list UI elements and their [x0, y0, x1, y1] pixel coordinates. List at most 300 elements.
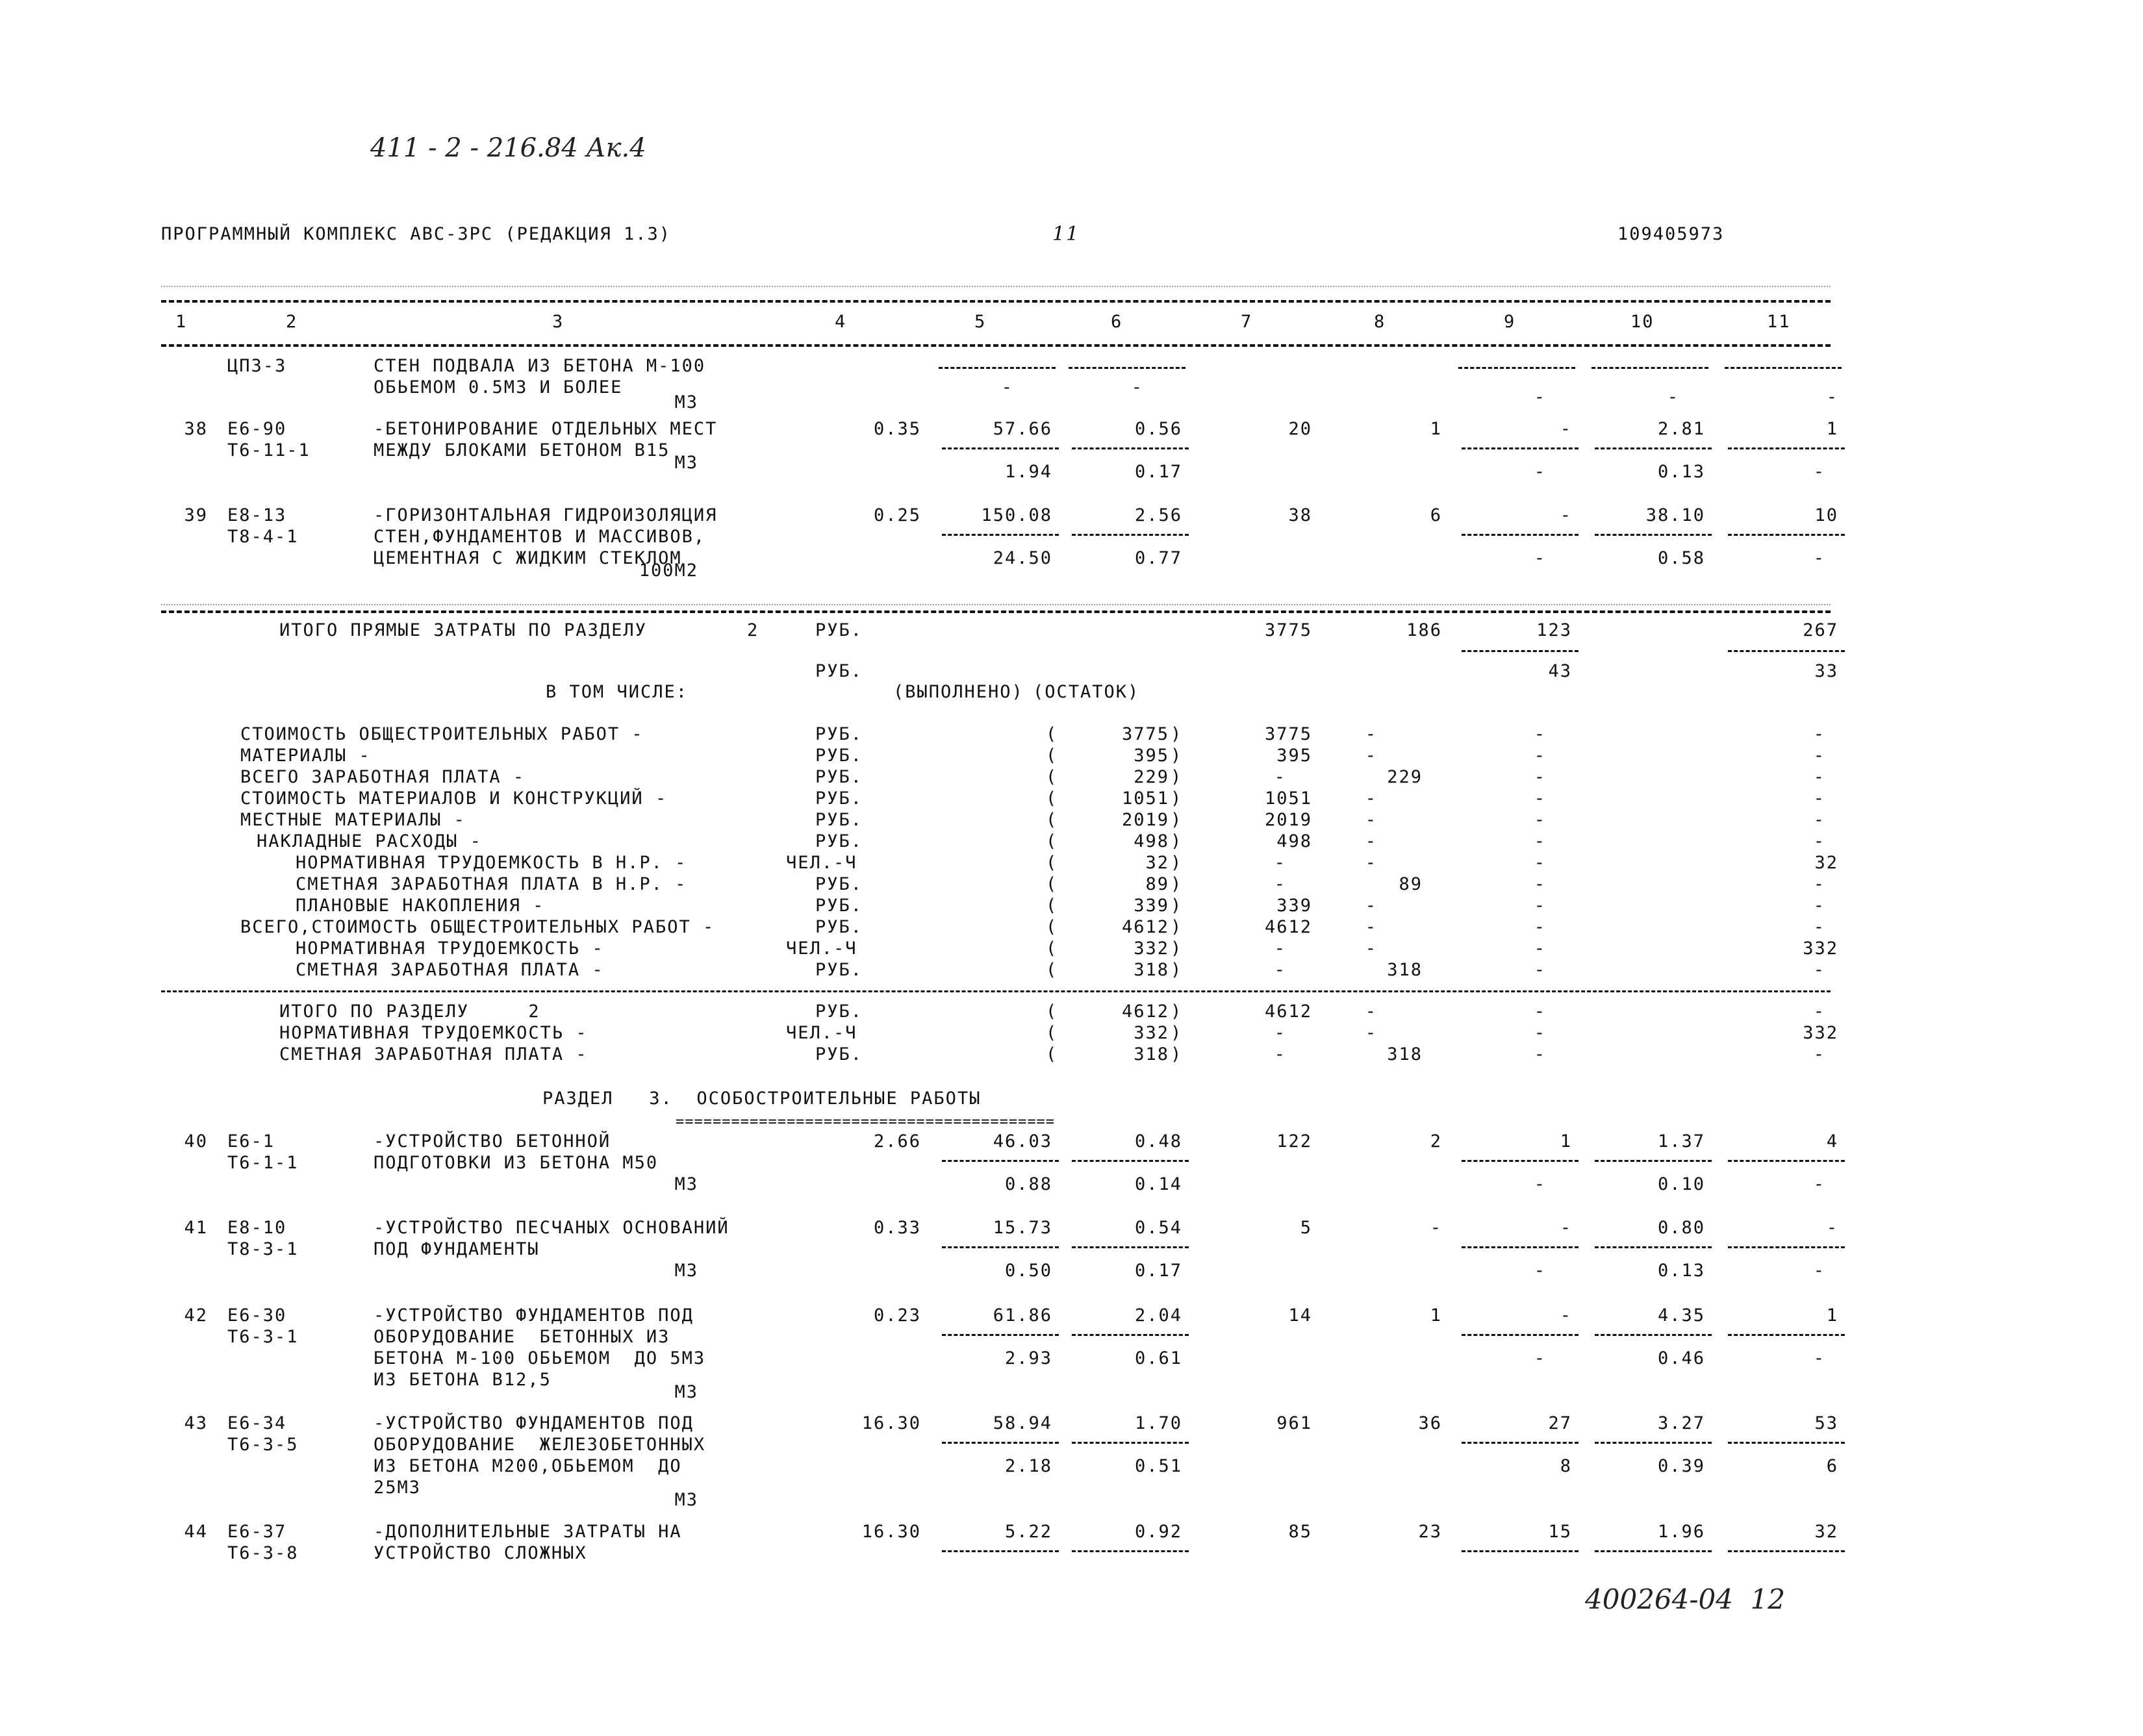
value-c5: 150.08	[981, 505, 1052, 525]
breakdown-c11: -	[1813, 831, 1825, 851]
item-description-line: -УСТРОЙСТВО ПЕСЧАНЫХ ОСНОВАНИЙ	[374, 1218, 729, 1238]
cont-mark-c9	[1458, 367, 1575, 369]
value-c9: -	[1560, 505, 1572, 525]
breakdown-value: 498	[1134, 831, 1169, 851]
final-value: 318	[1134, 1044, 1169, 1064]
item-description-line: СТЕН ПОДВАЛА ИЗ БЕТОНА М-100	[374, 356, 706, 376]
final-c9: -	[1534, 1001, 1546, 1022]
separator-c10	[1595, 1550, 1712, 1552]
item-description-line: -УСТРОЙСТВО ФУНДАМЕНТОВ ПОД	[374, 1305, 694, 1326]
paren-close: )	[1171, 917, 1183, 937]
breakdown-c7: 3775	[1264, 724, 1312, 744]
final-label: СМЕТНАЯ ЗАРАБОТНАЯ ПЛАТА -	[279, 1044, 588, 1064]
final-label: НОРМАТИВНАЯ ТРУДОЕМКОСТЬ -	[279, 1023, 588, 1043]
final-c7: -	[1274, 1023, 1286, 1043]
value-c9b: -	[1534, 1261, 1546, 1281]
separator-c6	[1072, 1550, 1189, 1552]
value-c5: 15.73	[993, 1218, 1052, 1238]
separator-c5	[942, 1334, 1059, 1336]
paren-close: )	[1171, 788, 1183, 809]
value-c11: 32	[1814, 1522, 1838, 1542]
paren-open: (	[1046, 788, 1058, 809]
breakdown-c9: -	[1534, 767, 1546, 787]
paren-close: )	[1171, 1044, 1183, 1064]
breakdown-c7: 339	[1276, 896, 1312, 916]
breakdown-label: НОРМАТИВНАЯ ТРУДОЕМКОСТЬ -	[296, 938, 604, 959]
paren-open: (	[1046, 724, 1058, 744]
section-total-unit: РУБ.	[815, 620, 863, 640]
breakdown-c7: 395	[1276, 746, 1312, 766]
item-code: Е8-13	[227, 505, 287, 525]
breakdown-label: СМЕТНАЯ ЗАРАБОТНАЯ ПЛАТА -	[296, 960, 604, 980]
item-description-line: БЕТОНА М-100 ОБЬЕМОМ ДО 5М3	[374, 1348, 706, 1368]
paren-close: )	[1171, 810, 1183, 830]
value-c10b: 0.10	[1657, 1174, 1705, 1194]
breakdown-c8: -	[1365, 831, 1377, 851]
breakdown-c11: -	[1813, 896, 1825, 916]
item-description-line: ИЗ БЕТОНА В12,5	[374, 1370, 552, 1390]
paren-close: )	[1171, 938, 1183, 959]
item-code: Е8-10	[227, 1218, 287, 1238]
separator-c10	[1595, 447, 1712, 449]
final-c9: -	[1534, 1044, 1546, 1064]
section-rule	[161, 610, 1831, 613]
value-c6b: 0.61	[1134, 1348, 1182, 1368]
item-description-line: МЕЖДУ БЛОКАМИ БЕТОНОМ В15	[374, 440, 670, 460]
final-c7: -	[1274, 1044, 1286, 1064]
value-c5b: 24.50	[993, 548, 1052, 568]
value-c7: 122	[1276, 1131, 1312, 1151]
value-c10b: 0.39	[1657, 1456, 1705, 1476]
breakdown-c8: -	[1365, 896, 1377, 916]
value-c6: 0.48	[1134, 1131, 1182, 1151]
value-c11b: -	[1813, 1174, 1825, 1194]
value-c6: 0.56	[1134, 419, 1182, 439]
breakdown-unit: РУБ.	[815, 831, 863, 851]
value-c6b: 0.17	[1134, 462, 1182, 482]
breakdown-c8: -	[1365, 810, 1377, 830]
value-c4: 0.25	[873, 505, 921, 525]
section-3-title: РАЗДЕЛ 3. ОСОБОСТРОИТЕЛЬНЫЕ РАБОТЫ	[542, 1088, 982, 1109]
breakdown-c11: -	[1813, 724, 1825, 744]
value-c7: 961	[1276, 1413, 1312, 1433]
cont-mark-c6	[1069, 367, 1186, 369]
separator-c9	[1462, 1550, 1579, 1552]
breakdown-unit: РУБ.	[815, 896, 863, 916]
separator-c10	[1595, 1160, 1712, 1162]
value-c5: 61.86	[993, 1305, 1052, 1326]
cont-mark-c11	[1725, 367, 1842, 369]
item-unit: М3	[674, 1174, 698, 1194]
breakdown-c7: 4612	[1264, 917, 1312, 937]
column-header-10: 10	[1630, 312, 1655, 332]
item-number: 44	[184, 1522, 208, 1542]
value-c6: 0.92	[1134, 1522, 1182, 1542]
value-c8: -	[1430, 1218, 1442, 1238]
value-c5: 58.94	[993, 1413, 1052, 1433]
breakdown-value: 339	[1134, 896, 1169, 916]
value-c5b: 2.93	[1004, 1348, 1052, 1368]
item-code: Е6-34	[227, 1413, 287, 1433]
value-c6: 2.56	[1134, 505, 1182, 525]
breakdown-value: 32	[1145, 853, 1169, 873]
final-c8: -	[1365, 1023, 1377, 1043]
section-total-label: ИТОГО ПРЯМЫЕ ЗАТРАТЫ ПО РАЗДЕЛУ	[279, 620, 647, 640]
separator-c11	[1728, 1442, 1845, 1444]
item-code-secondary: Т8-4-1	[227, 527, 299, 547]
item-description-line: -УСТРОЙСТВО БЕТОННОЙ	[374, 1131, 611, 1151]
separator-c5	[942, 1160, 1059, 1162]
breakdown-label: ВСЕГО ЗАРАБОТНАЯ ПЛАТА -	[240, 767, 526, 787]
item-code-secondary: Т6-11-1	[227, 440, 311, 460]
breakdown-c9: -	[1534, 810, 1546, 830]
document-number: 109405973	[1617, 224, 1725, 244]
item-unit: М3	[674, 1490, 698, 1510]
breakdown-unit: РУБ.	[815, 788, 863, 809]
section-total-unit-2: РУБ.	[815, 661, 863, 681]
breakdown-value: 4612	[1121, 917, 1169, 937]
breakdown-c8: -	[1365, 788, 1377, 809]
paren-close: )	[1171, 724, 1183, 744]
paren-open: (	[1046, 1001, 1058, 1022]
cont-c11b: -	[1826, 387, 1838, 407]
final-value: 332	[1134, 1023, 1169, 1043]
paren-open: (	[1046, 853, 1058, 873]
cont-mark-c10	[1591, 367, 1708, 369]
rest-label: (ОСТАТОК)	[1033, 682, 1140, 702]
paren-open: (	[1046, 767, 1058, 787]
value-c11: 1	[1826, 419, 1838, 439]
section-total-c11b: 33	[1814, 661, 1838, 681]
breakdown-label: ВСЕГО,СТОИМОСТЬ ОБЩЕСТРОИТЕЛЬНЫХ РАБОТ -	[240, 917, 715, 937]
section-total-c8: 186	[1406, 620, 1442, 640]
item-description-line: ПОД ФУНДАМЕНТЫ	[374, 1239, 540, 1259]
breakdown-c7: -	[1274, 938, 1286, 959]
breakdown-c9: -	[1534, 788, 1546, 809]
separator-c5	[942, 1246, 1059, 1248]
separator-c11	[1728, 447, 1845, 449]
breakdown-c7: 1051	[1264, 788, 1312, 809]
value-c10: 3.27	[1657, 1413, 1705, 1433]
cont-mark-c5	[939, 367, 1056, 369]
breakdown-unit: ЧЕЛ.-Ч	[786, 938, 857, 959]
breakdown-value: 395	[1134, 746, 1169, 766]
value-c7: 20	[1288, 419, 1312, 439]
breakdown-label: СМЕТНАЯ ЗАРАБОТНАЯ ПЛАТА В Н.Р. -	[296, 874, 687, 894]
separator-c6	[1072, 1334, 1189, 1336]
cont-c10b: -	[1667, 387, 1679, 407]
paren-open: (	[1046, 1023, 1058, 1043]
item-description-line: ОБЬЕМОМ 0.5М3 И БОЛЕЕ	[374, 377, 623, 397]
program-title: ПРОГРАММНЫЙ КОМПЛЕКС АВС-3РС (РЕДАКЦИЯ 1.3)	[161, 224, 671, 244]
value-c11: 10	[1814, 505, 1838, 525]
column-header-6: 6	[1111, 312, 1123, 332]
value-c6b: 0.17	[1134, 1261, 1182, 1281]
value-c10: 1.96	[1657, 1522, 1705, 1542]
breakdown-c7: -	[1274, 960, 1286, 980]
value-c11b: -	[1813, 1348, 1825, 1368]
page-number: 11	[1052, 223, 1080, 245]
breakdown-c9: -	[1534, 896, 1546, 916]
section-total-c11: 267	[1803, 620, 1838, 640]
item-description-line: ОБОРУДОВАНИЕ БЕТОННЫХ ИЗ	[374, 1327, 670, 1347]
value-c4: 0.35	[873, 419, 921, 439]
section-total-c7: 3775	[1264, 620, 1312, 640]
value-c11b: -	[1813, 1261, 1825, 1281]
paren-open: (	[1046, 874, 1058, 894]
value-c9b: -	[1534, 462, 1546, 482]
value-c6b: 0.77	[1134, 548, 1182, 568]
paren-close: )	[1171, 831, 1183, 851]
paren-open: (	[1046, 810, 1058, 830]
breakdown-value: 3775	[1121, 724, 1169, 744]
paren-close: )	[1171, 1023, 1183, 1043]
item-unit: М3	[674, 392, 698, 412]
separator-c9	[1462, 1334, 1579, 1336]
breakdown-value: 1051	[1121, 788, 1169, 809]
separator-c6	[1072, 1442, 1189, 1444]
item-code-secondary: Т6-3-1	[227, 1327, 299, 1347]
breakdown-unit: ЧЕЛ.-Ч	[786, 853, 857, 873]
final-label: ИТОГО ПО РАЗДЕЛУ 2	[279, 1001, 540, 1022]
header-rule-bottom	[161, 344, 1831, 347]
separator-c9	[1462, 534, 1579, 536]
value-c5b: 0.50	[1004, 1261, 1052, 1281]
breakdown-c11: 332	[1803, 938, 1838, 959]
separator-c11	[1728, 1246, 1845, 1248]
handwritten-footer-note: 400264-04 12	[1585, 1583, 1786, 1615]
separator-c11	[1728, 1334, 1845, 1336]
value-c9b: -	[1534, 1174, 1546, 1194]
header-dots-top	[161, 286, 1831, 287]
column-header-9: 9	[1504, 312, 1516, 332]
breakdown-c9: -	[1534, 853, 1546, 873]
section-dots	[161, 604, 1831, 605]
value-c5: 46.03	[993, 1131, 1052, 1151]
item-description-line: СТЕН,ФУНДАМЕНТОВ И МАССИВОВ,	[374, 527, 706, 547]
separator-c10	[1595, 1442, 1712, 1444]
breakdown-label: НОРМАТИВНАЯ ТРУДОЕМКОСТЬ В Н.Р. -	[296, 853, 687, 873]
breakdown-value: 229	[1134, 767, 1169, 787]
breakdown-c9: -	[1534, 746, 1546, 766]
breakdown-unit: РУБ.	[815, 767, 863, 787]
value-c6: 0.54	[1134, 1218, 1182, 1238]
breakdown-c8: -	[1365, 724, 1377, 744]
breakdown-c11: -	[1813, 767, 1825, 787]
separator-c6	[1072, 1160, 1189, 1162]
value-c9b: 8	[1560, 1456, 1572, 1476]
value-c5: 5.22	[1004, 1522, 1052, 1542]
breakdown-value: 332	[1134, 938, 1169, 959]
value-c10: 0.80	[1657, 1218, 1705, 1238]
item-unit: М3	[674, 1382, 698, 1402]
value-c8: 23	[1418, 1522, 1442, 1542]
value-c4: 2.66	[873, 1131, 921, 1151]
breakdown-c11: -	[1813, 788, 1825, 809]
item-number: 42	[184, 1305, 208, 1326]
column-header-8: 8	[1374, 312, 1386, 332]
item-unit: 100М2	[639, 560, 698, 581]
item-description-line: -ГОРИЗОНТАЛЬНАЯ ГИДРОИЗОЛЯЦИЯ	[374, 505, 718, 525]
item-description-line: -БЕТОНИРОВАНИЕ ОТДЕЛЬНЫХ МЕСТ	[374, 419, 718, 439]
column-header-2: 2	[286, 312, 298, 332]
breakdown-c9: -	[1534, 917, 1546, 937]
item-description-line: -ДОПОЛНИТЕЛЬНЫЕ ЗАТРАТЫ НА	[374, 1522, 682, 1542]
value-c11: -	[1826, 1218, 1838, 1238]
item-code: Е6-1	[227, 1131, 275, 1151]
section-total-c9b: 43	[1548, 661, 1572, 681]
value-c10: 4.35	[1657, 1305, 1705, 1326]
item-number: 38	[184, 419, 208, 439]
cont-c6b-dash: -	[1131, 377, 1143, 397]
value-c8: 36	[1418, 1413, 1442, 1433]
breakdown-c7: 2019	[1264, 810, 1312, 830]
value-c9: 15	[1548, 1522, 1572, 1542]
breakdown-c11: -	[1813, 917, 1825, 937]
breakdown-label: ПЛАНОВЫЕ НАКОПЛЕНИЯ -	[296, 896, 545, 916]
breakdown-c9: -	[1534, 960, 1546, 980]
breakdown-c11: 32	[1814, 853, 1838, 873]
item-unit: М3	[674, 453, 698, 473]
breakdown-unit: РУБ.	[815, 960, 863, 980]
paren-close: )	[1171, 767, 1183, 787]
value-c4: 0.23	[873, 1305, 921, 1326]
value-c9: -	[1560, 1218, 1572, 1238]
item-code-secondary: Т6-3-5	[227, 1435, 299, 1455]
separator-c9	[1462, 447, 1579, 449]
breakdown-value: 89	[1145, 874, 1169, 894]
value-c10b: 0.58	[1657, 548, 1705, 568]
value-c6b: 0.51	[1134, 1456, 1182, 1476]
value-c6: 1.70	[1134, 1413, 1182, 1433]
value-c7: 38	[1288, 505, 1312, 525]
paren-open: (	[1046, 917, 1058, 937]
breakdown-label: СТОИМОСТЬ МАТЕРИАЛОВ И КОНСТРУКЦИЙ -	[240, 788, 668, 809]
final-unit: РУБ.	[815, 1044, 863, 1064]
separator-c10	[1595, 1334, 1712, 1336]
section-total-mark-c9	[1462, 650, 1579, 652]
value-c10: 2.81	[1657, 419, 1705, 439]
item-unit: М3	[674, 1261, 698, 1281]
breakdown-c7: -	[1274, 874, 1286, 894]
value-c11: 4	[1826, 1131, 1838, 1151]
value-c4: 16.30	[861, 1522, 921, 1542]
breakdown-label: НАКЛАДНЫЕ РАСХОДЫ -	[257, 831, 482, 851]
separator-c5	[942, 534, 1059, 536]
value-c11: 1	[1826, 1305, 1838, 1326]
breakdown-c9: -	[1534, 724, 1546, 744]
value-c4: 16.30	[861, 1413, 921, 1433]
value-c7: 5	[1300, 1218, 1312, 1238]
breakdown-c11: -	[1813, 810, 1825, 830]
value-c11b: -	[1813, 548, 1825, 568]
item-number: 40	[184, 1131, 208, 1151]
column-header-4: 4	[835, 312, 847, 332]
value-c8: 2	[1430, 1131, 1442, 1151]
separator-c10	[1595, 534, 1712, 536]
value-c8: 1	[1430, 419, 1442, 439]
item-code-secondary: Т8-3-1	[227, 1239, 299, 1259]
value-c7: 14	[1288, 1305, 1312, 1326]
breakdown-unit: РУБ.	[815, 724, 863, 744]
separator-c5	[942, 1442, 1059, 1444]
section-total-number: 2	[747, 620, 759, 640]
value-c10: 1.37	[1657, 1131, 1705, 1151]
breakdown-label: МЕСТНЫЕ МАТЕРИАЛЫ -	[240, 810, 466, 830]
final-c8: 318	[1387, 1044, 1423, 1064]
final-c8: -	[1365, 1001, 1377, 1022]
paren-open: (	[1046, 960, 1058, 980]
item-description-line: ИЗ БЕТОНА М200,ОБЬЕМОМ ДО	[374, 1456, 682, 1476]
final-c7: 4612	[1264, 1001, 1312, 1022]
column-header-11: 11	[1767, 312, 1791, 332]
separator-c11	[1728, 1550, 1845, 1552]
breakdown-label: СТОИМОСТЬ ОБЩЕСТРОИТЕЛЬНЫХ РАБОТ -	[240, 724, 644, 744]
separator-c9	[1462, 1160, 1579, 1162]
paren-close: )	[1171, 896, 1183, 916]
breakdown-unit: РУБ.	[815, 810, 863, 830]
value-c4: 0.33	[873, 1218, 921, 1238]
section-total-mark-c11	[1728, 650, 1845, 652]
value-c11: 53	[1814, 1413, 1838, 1433]
breakdown-c8: -	[1365, 746, 1377, 766]
column-header-7: 7	[1241, 312, 1253, 332]
value-c10b: 0.46	[1657, 1348, 1705, 1368]
item-description-line: 25М3	[374, 1478, 422, 1498]
breakdown-c7: -	[1274, 767, 1286, 787]
final-unit: РУБ.	[815, 1001, 863, 1022]
paren-close: )	[1171, 853, 1183, 873]
final-c11: 332	[1803, 1023, 1838, 1043]
separator-c6	[1072, 447, 1189, 449]
paren-open: (	[1046, 938, 1058, 959]
value-c9: -	[1560, 1305, 1572, 1326]
item-code: Е6-37	[227, 1522, 287, 1542]
breakdown-c11: -	[1813, 874, 1825, 894]
value-c6b: 0.14	[1134, 1174, 1182, 1194]
item-description-line: ОБОРУДОВАНИЕ ЖЕЛЕЗОБЕТОННЫХ	[374, 1435, 706, 1455]
header-rule-top	[161, 300, 1831, 303]
separator-c10	[1595, 1246, 1712, 1248]
separator-c5	[942, 1550, 1059, 1552]
column-header-5: 5	[974, 312, 987, 332]
value-c5: 57.66	[993, 419, 1052, 439]
breakdown-c11: -	[1813, 960, 1825, 980]
breakdown-c8: -	[1365, 938, 1377, 959]
item-number: 39	[184, 505, 208, 525]
item-number: 41	[184, 1218, 208, 1238]
cont-c5b-dash: -	[1001, 377, 1013, 397]
value-c9b: -	[1534, 1348, 1546, 1368]
breakdown-unit: РУБ.	[815, 746, 863, 766]
item-description-line: ПОДГОТОВКИ ИЗ БЕТОНА М50	[374, 1153, 659, 1173]
column-header-1: 1	[175, 312, 188, 332]
value-c5b: 2.18	[1004, 1456, 1052, 1476]
paren-close: )	[1171, 1001, 1183, 1022]
breakdown-c8: 229	[1387, 767, 1423, 787]
value-c5b: 1.94	[1004, 462, 1052, 482]
paren-open: (	[1046, 746, 1058, 766]
breakdown-c8: 89	[1399, 874, 1423, 894]
separator-c6	[1072, 534, 1189, 536]
breakdown-c9: -	[1534, 831, 1546, 851]
final-value: 4612	[1121, 1001, 1169, 1022]
item-code-secondary: Т6-3-8	[227, 1543, 299, 1563]
breakdown-c7: -	[1274, 853, 1286, 873]
final-c11: -	[1813, 1001, 1825, 1022]
paren-open: (	[1046, 896, 1058, 916]
breakdown-c8: -	[1365, 917, 1377, 937]
